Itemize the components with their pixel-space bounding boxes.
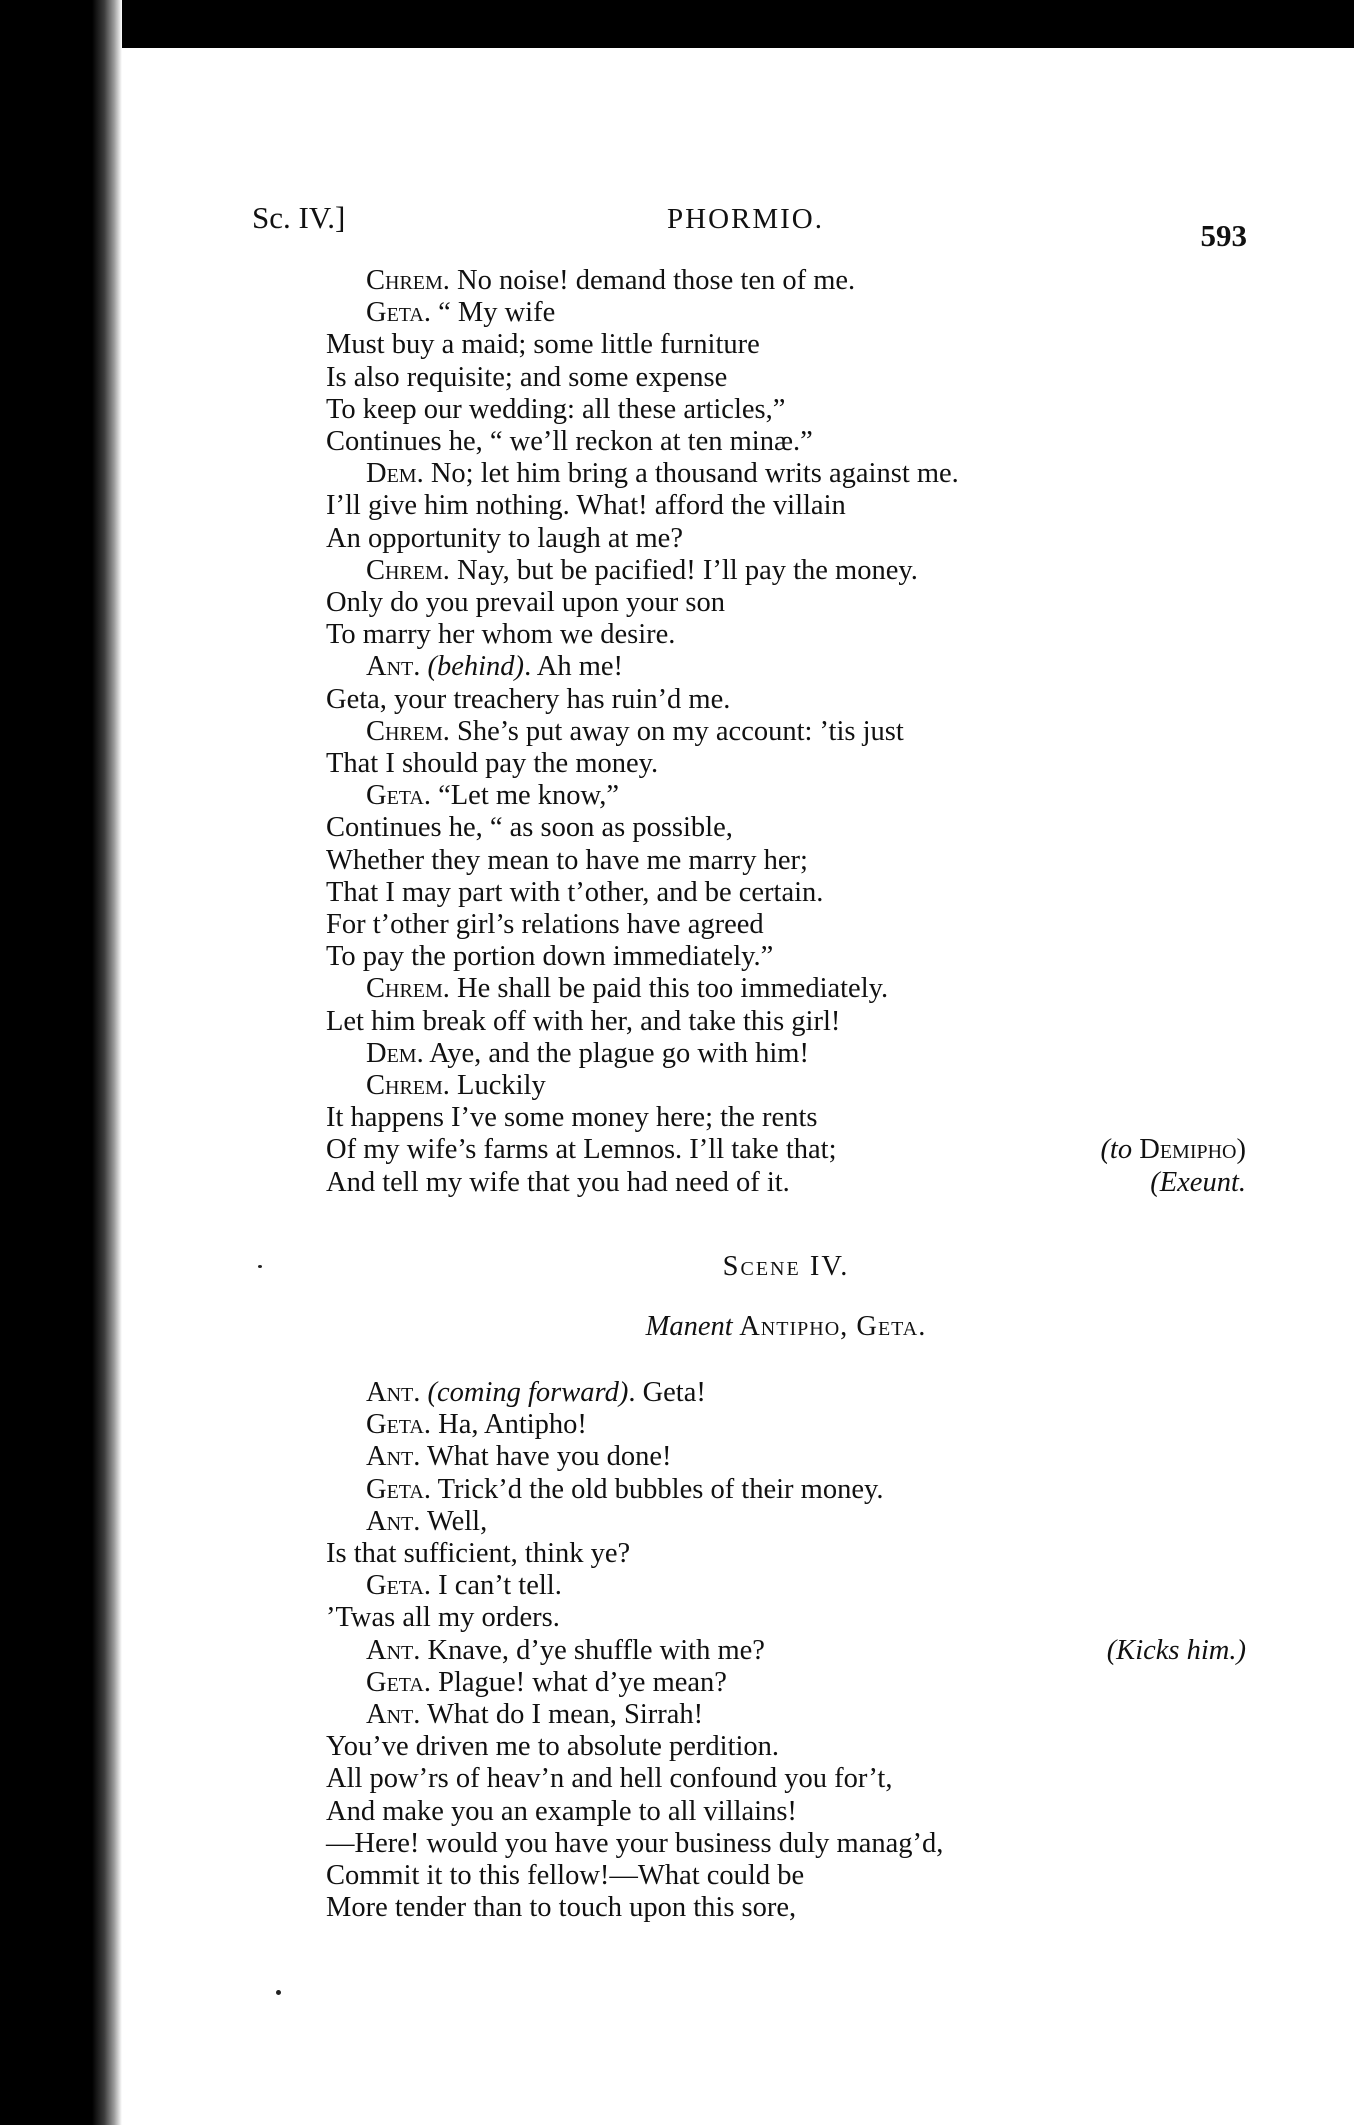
line-text: Knave, d’ye shuffle with me? xyxy=(420,1634,765,1666)
line-text xyxy=(420,1377,427,1408)
verse-line xyxy=(326,394,1246,426)
line-text: Continues he, “ as soon as possible, xyxy=(326,812,733,844)
line-text: Plague! what d’ye mean? xyxy=(430,1666,727,1698)
line-text: —Here! would you have your business duly manag’d, xyxy=(326,1827,944,1859)
speech-line xyxy=(326,1441,1246,1473)
line-text: That I may part with t’other, and be certain. xyxy=(326,876,824,908)
speaker-name: Ant. xyxy=(366,1441,421,1473)
line-text: Aye, and the plague go with him! xyxy=(423,1037,809,1069)
verse-line xyxy=(326,587,1246,619)
line-text: Is that sufficient, think ye? xyxy=(326,1537,631,1569)
line-text: I’ll give him nothing. What! afford the villain xyxy=(326,490,846,522)
dialogue-block-1 xyxy=(326,265,1246,1199)
line-text: And make you an example to all villains! xyxy=(326,1795,797,1827)
line-text: What have you done! xyxy=(420,1441,672,1473)
line-text: “Let me know,” xyxy=(430,780,620,812)
speech-line xyxy=(326,716,1246,748)
verse-line xyxy=(326,329,1246,361)
verse-line xyxy=(326,1006,1246,1038)
speech-line xyxy=(326,1635,1246,1667)
verse-line xyxy=(326,1602,1246,1634)
line-text: No noise! demand those ten of me. xyxy=(449,265,856,296)
dialogue-block-2 xyxy=(326,1377,1246,1924)
line-text: Geta, your treachery has ruin’d me. xyxy=(326,683,731,715)
verse-line xyxy=(326,490,1246,522)
verse-line xyxy=(326,1102,1246,1134)
line-text: Well, xyxy=(420,1505,488,1537)
stage-direction xyxy=(1100,1134,1246,1166)
line-text: Nay, but be pacified! I’ll pay the money. xyxy=(449,554,918,586)
speech-line xyxy=(326,555,1246,587)
speech-line xyxy=(326,1570,1246,1602)
header-scene-ref: Sc. IV.] xyxy=(252,200,346,235)
line-text: I can’t tell. xyxy=(430,1570,562,1602)
running-header xyxy=(252,188,1247,253)
header-title: PHORMIO. xyxy=(667,203,824,235)
persons-names: Antipho, Geta. xyxy=(732,1310,927,1342)
verse-line xyxy=(326,845,1246,877)
line-text: Continues he, “ we’ll reckon at ten minæ.” xyxy=(326,426,813,458)
line-text: To pay the portion down immediately.” xyxy=(326,941,774,973)
verse-line xyxy=(326,1134,1246,1166)
page-number: 593 xyxy=(1200,218,1247,253)
line-text: That I should pay the money. xyxy=(326,748,659,780)
speech-line xyxy=(326,973,1246,1005)
inline-direction: (behind) xyxy=(427,651,525,683)
speech-line xyxy=(326,780,1246,812)
line-text: To keep our wedding: all these articles,” xyxy=(326,393,786,425)
speech-line xyxy=(326,1409,1246,1441)
verse-line xyxy=(326,877,1246,909)
line-text: Must buy a maid; some little furniture xyxy=(326,329,760,361)
scene-persons xyxy=(326,1295,1246,1359)
speaker-name: Ant. xyxy=(366,1698,421,1730)
line-text: “ My wife xyxy=(430,297,556,329)
verse-line xyxy=(326,1828,1246,1860)
verse-line xyxy=(326,812,1246,844)
line-text-after: . Geta! xyxy=(628,1376,706,1408)
line-text: Of my wife’s farms at Lemnos. I’ll take that; xyxy=(326,1134,837,1166)
line-text: And tell my wife that you had need of it. xyxy=(326,1166,790,1198)
line-text: Ha, Antipho! xyxy=(430,1409,587,1441)
verse-line xyxy=(326,1796,1246,1828)
stage-direction-prefix: (to xyxy=(1100,1134,1140,1166)
line-text: No; let him bring a thousand writs against me. xyxy=(423,458,959,490)
stage-direction-suffix: ) xyxy=(1236,1134,1246,1166)
verse-line xyxy=(326,523,1246,555)
verse-line xyxy=(326,941,1246,973)
speaker-name: Chrem. xyxy=(366,265,450,296)
verse-line xyxy=(326,1892,1246,1924)
speech-line xyxy=(326,1377,1246,1409)
verse-line xyxy=(326,1860,1246,1892)
speaker-name: Geta. xyxy=(366,297,431,329)
verse-line xyxy=(326,1538,1246,1570)
line-text: She’s put away on my account: ’tis just xyxy=(449,715,904,747)
speaker-name: Geta. xyxy=(366,1409,431,1441)
line-text: Let him break off with her, and take this girl! xyxy=(326,1005,841,1037)
verse-line xyxy=(326,426,1246,458)
line-text: He shall be paid this too immediately. xyxy=(449,973,889,1005)
scene-heading: Scene IV. xyxy=(722,1250,850,1282)
verse-line xyxy=(326,684,1246,716)
line-text: For t’other girl’s relations have agreed xyxy=(326,909,764,941)
speaker-name: Geta. xyxy=(366,1473,431,1505)
line-text: . Ah me! xyxy=(524,651,624,683)
scan-speck xyxy=(258,1265,262,1268)
verse-line xyxy=(326,619,1246,651)
speaker-name: Dem. xyxy=(366,1037,424,1069)
play-text xyxy=(326,265,1246,1924)
line-text: Only do you prevail upon your son xyxy=(326,587,725,619)
verse-line xyxy=(326,1763,1246,1795)
line-text: More tender than to touch upon this sore, xyxy=(326,1892,797,1924)
verse-line xyxy=(326,362,1246,394)
speech-line xyxy=(326,1699,1246,1731)
line-text: Luckily xyxy=(449,1070,546,1102)
speech-line xyxy=(326,651,1246,683)
line-text: Is also requisite; and some expense xyxy=(326,361,728,393)
verse-line xyxy=(326,748,1246,780)
speech-line xyxy=(326,458,1246,490)
line-text: Commit it to this fellow!—What could be xyxy=(326,1859,805,1891)
speaker-name: Dem. xyxy=(366,458,424,490)
speech-line xyxy=(326,265,1246,297)
speaker-name: Chrem. xyxy=(366,973,450,1005)
speech-line xyxy=(326,1474,1246,1506)
speech-line xyxy=(326,297,1246,329)
speech-line xyxy=(326,1070,1246,1102)
line-text: It happens I’ve some money here; the rents xyxy=(326,1102,818,1134)
speaker-name: Chrem. xyxy=(366,554,450,586)
stage-direction: (Exeunt. xyxy=(1150,1166,1246,1198)
verse-line xyxy=(326,1167,1246,1199)
persons-manent: Manent xyxy=(645,1310,733,1342)
line-text: To marry her whom we desire. xyxy=(326,619,676,651)
line-text: All pow’rs of heav’n and hell confound you for’t, xyxy=(326,1763,893,1795)
stage-direction-name: Demipho xyxy=(1139,1134,1237,1166)
line-text: What do I mean, Sirrah! xyxy=(420,1698,704,1730)
line-text: An opportunity to laugh at me? xyxy=(326,522,683,554)
scan-speck xyxy=(276,1990,281,1995)
line-text: Whether they mean to have me marry her; xyxy=(326,844,808,876)
speaker-name: Ant. xyxy=(366,651,421,683)
speaker-name: Chrem. xyxy=(366,1070,450,1102)
line-text: Trick’d the old bubbles of their money. xyxy=(430,1473,884,1505)
line-text: ’Twas all my orders. xyxy=(326,1602,560,1634)
speaker-name: Ant. xyxy=(366,1505,421,1537)
stage-direction: (Kicks him.) xyxy=(1106,1634,1246,1666)
speaker-name: Geta. xyxy=(366,1666,431,1698)
speaker-name: Geta. xyxy=(366,780,431,812)
speaker-name: Chrem. xyxy=(366,715,450,747)
inline-direction: (coming forward) xyxy=(427,1376,629,1408)
verse-line xyxy=(326,1731,1246,1763)
speaker-name: Ant. xyxy=(366,1376,421,1408)
line-text: You’ve driven me to absolute perdition. xyxy=(326,1731,780,1763)
speech-line xyxy=(326,1667,1246,1699)
speaker-name: Geta. xyxy=(366,1570,431,1602)
speech-line xyxy=(326,1506,1246,1538)
speaker-name: Ant. xyxy=(366,1634,421,1666)
verse-line xyxy=(326,909,1246,941)
speech-line xyxy=(326,1038,1246,1070)
